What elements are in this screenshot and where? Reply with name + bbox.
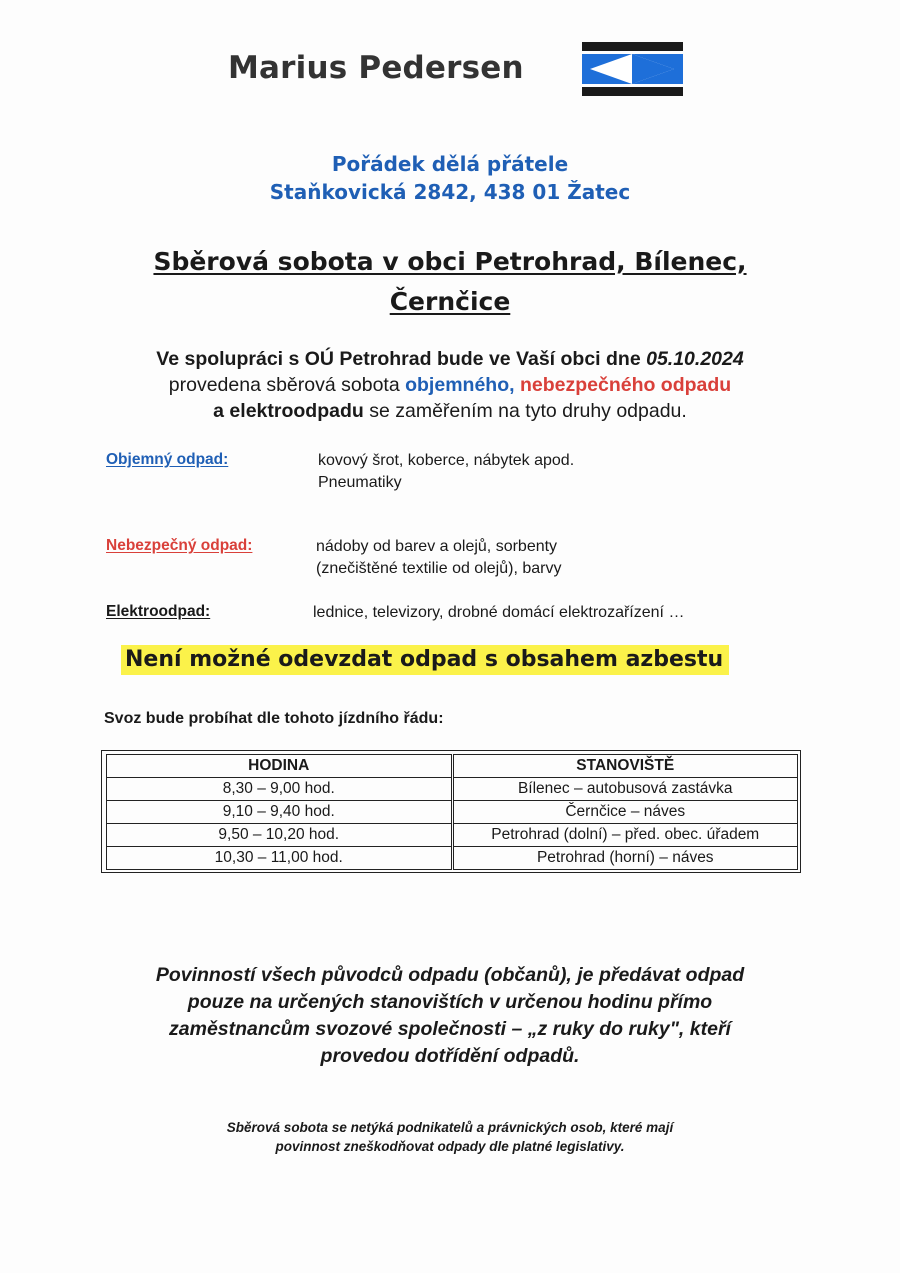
category-line: lednice, televizory, drobné domácí elektrozařízení … — [313, 604, 685, 621]
table-row — [107, 778, 798, 801]
event-date: 05.10.2024 — [646, 348, 744, 370]
hazardous-waste-highlight: nebezpečného odpadu — [514, 374, 732, 396]
location-cell: Petrohrad (horní) – náves — [452, 847, 798, 870]
column-header-time: HODINA — [107, 755, 453, 778]
intro-line-1 — [0, 346, 900, 372]
category-text-bulky — [318, 450, 574, 494]
footer-note — [0, 1118, 900, 1156]
time-cell: 8,30 – 9,00 hod. — [107, 778, 453, 801]
column-header-location: STANOVIŠTĚ — [452, 755, 798, 778]
company-logo — [582, 42, 683, 96]
title-line-1: Sběrová sobota v obci Petrohrad, Bílenec, — [153, 247, 747, 276]
time-cell: 10,30 – 11,00 hod. — [107, 847, 453, 870]
category-line: (znečištěné textilie od olejů), barvy — [316, 560, 562, 577]
obligation-paragraph — [0, 962, 900, 1070]
logo-top-band — [582, 42, 683, 51]
note-line: povinnost zneškodňovat odpady dle platné legislativy. — [275, 1139, 625, 1154]
category-line: Pneumatiky — [318, 474, 402, 491]
note-line: Sběrová sobota se netýká podnikatelů a právnických osob, které mají — [226, 1120, 674, 1135]
time-cell: 9,50 – 10,20 hod. — [107, 824, 453, 847]
intro-text: provedena sběrová sobota — [168, 374, 406, 396]
schedule-intro: Svoz bude probíhat dle tohoto jízdního řádu: — [104, 710, 444, 727]
title-line-2: Černčice — [389, 287, 511, 316]
table-row — [107, 801, 798, 824]
intro-line-3 — [0, 398, 900, 424]
obligation-line: zaměstnancům svozové společnosti – „z ruky do ruky", kteří — [169, 1018, 731, 1040]
intro-text: se zaměřením na tyto druhy odpadu. — [363, 400, 687, 422]
address-line: Staňkovická 2842, 438 01 Žatec — [269, 180, 631, 204]
intro-paragraph — [0, 346, 900, 424]
intro-lead: Ve spolupráci s OÚ Petrohrad bude ve Vaší obci dne — [156, 348, 647, 370]
obligation-line: Povinností všech původců odpadu (občanů), je předávat odpad — [155, 964, 745, 986]
table-header-row — [107, 755, 798, 778]
category-label-electro: Elektroodpad: — [106, 603, 211, 620]
slogan-line: Pořádek dělá přátele — [331, 152, 569, 176]
bulky-waste-highlight: objemného, — [405, 374, 515, 396]
location-cell: Černčice – náves — [452, 801, 798, 824]
category-text-hazardous — [316, 536, 561, 580]
schedule-table — [106, 754, 798, 870]
time-cell: 9,10 – 9,40 hod. — [107, 801, 453, 824]
obligation-line: pouze na určených stanovištích v určenou hodinu přímo — [187, 991, 713, 1013]
slogan-block — [0, 150, 900, 206]
location-cell: Bílenec – autobusová zastávka — [452, 778, 798, 801]
category-line: nádoby od barev a olejů, sorbenty — [316, 538, 558, 555]
category-label-bulky: Objemný odpad: — [106, 451, 229, 468]
location-cell: Petrohrad (dolní) – před. obec. úřadem — [452, 824, 798, 847]
table-row — [107, 847, 798, 870]
category-label-hazardous: Nebezpečný odpad: — [106, 537, 253, 554]
asbestos-warning: Není možné odevzdat odpad s obsahem azbestu — [121, 645, 729, 675]
logo-bottom-band — [582, 87, 683, 96]
electro-waste-highlight: a elektroodpadu — [213, 400, 364, 422]
brand-name: Marius Pedersen — [228, 50, 524, 86]
table-row — [107, 824, 798, 847]
category-text-electro — [313, 602, 684, 624]
obligation-line: provedou dotřídění odpadů. — [320, 1045, 580, 1067]
category-line: kovový šrot, koberce, nábytek apod. — [318, 452, 575, 469]
intro-line-2 — [0, 372, 900, 398]
page-title — [0, 242, 900, 322]
